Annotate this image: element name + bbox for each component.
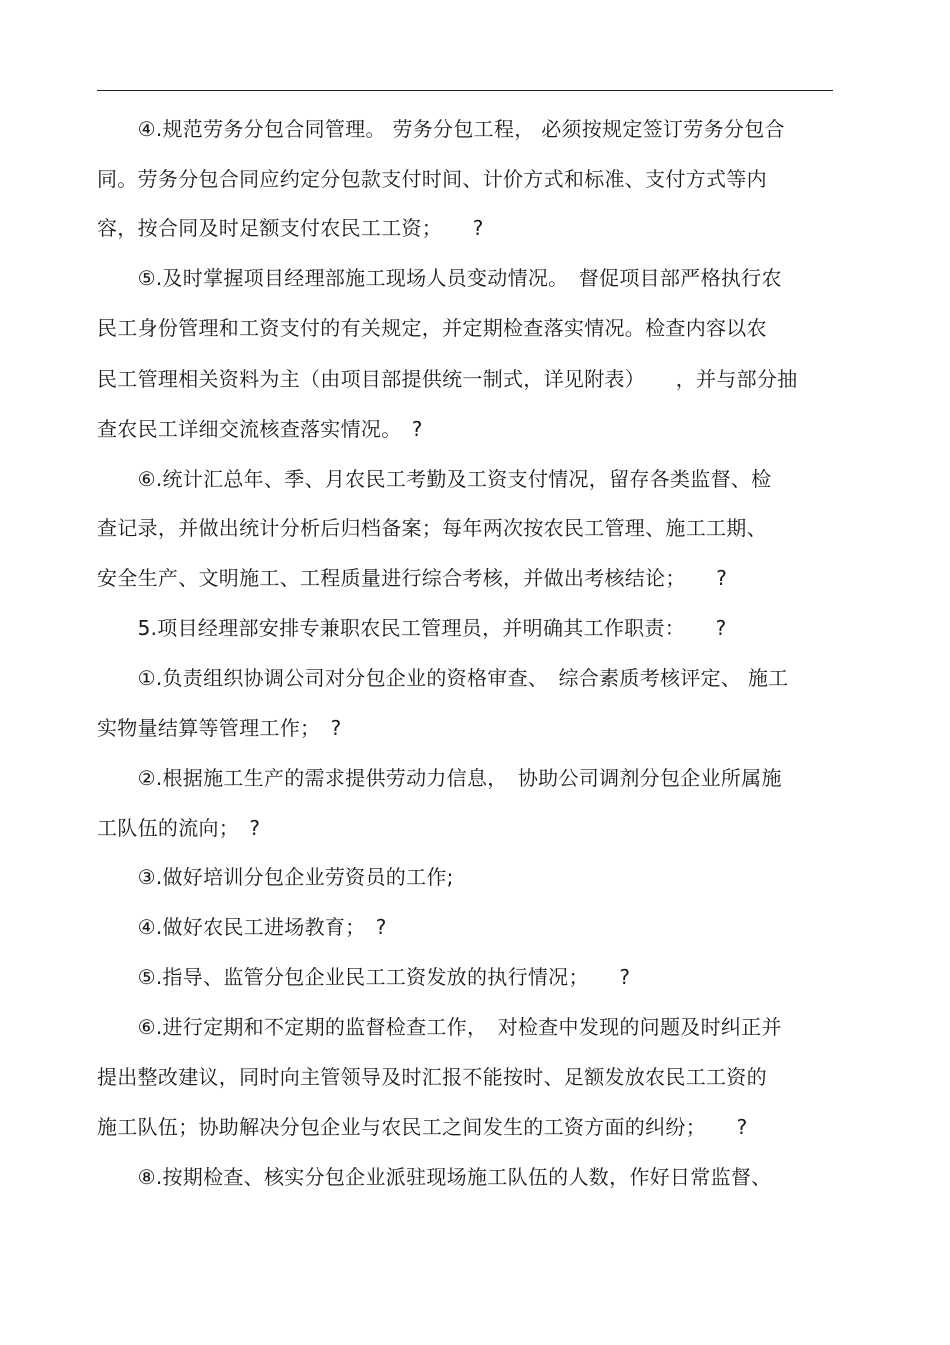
text-line: ⑥.进行定期和不定期的监督检查工作， 对检查中发现的问题及时纠正并	[97, 1015, 782, 1039]
text-line: 施工队伍；协助解决分包企业与农民工之间发生的工资方面的纠纷； ?	[97, 1115, 748, 1139]
text-line: ③.做好培训分包企业劳资员的工作;	[97, 865, 454, 889]
text-line: 5.项目经理部安排专兼职农民工管理员，并明确其工作职责： ?	[97, 616, 727, 640]
text-line: 查记录，并做出统计分析后归档备案；每年两次按农民工管理、施工工期、	[97, 516, 767, 540]
header-rule	[97, 90, 833, 91]
text-line: 同。劳务分包合同应约定分包款支付时间、计价方式和标准、支付方式等内	[97, 167, 767, 191]
text-line: 安全生产、文明施工、工程质量进行综合考核，并做出考核结论； ?	[97, 566, 728, 590]
text-line: 查农民工详细交流核查落实情况。 ?	[97, 417, 423, 441]
text-line: 提出整改建议，同时向主管领导及时汇报不能按时、足额发放农民工工资的	[97, 1065, 767, 1089]
text-line: 工队伍的流向； ?	[97, 816, 261, 840]
text-line: ⑧.按期检查、核实分包企业派驻现场施工队伍的人数，作好日常监督、	[97, 1165, 772, 1189]
text-line: ②.根据施工生产的需求提供劳动力信息， 协助公司调剂分包企业所属施	[97, 766, 782, 790]
text-line: 民工管理相关资料为主（由项目部提供统一制式，详见附表） ，并与部分抽	[97, 367, 798, 391]
text-line: ⑤.指导、监管分包企业民工工资发放的执行情况； ?	[97, 965, 631, 989]
text-line: 容，按合同及时足额支付农民工工资； ?	[97, 216, 484, 240]
text-line: ⑤.及时掌握项目经理部施工现场人员变动情况。 督促项目部严格执行农	[97, 266, 782, 290]
text-line: ④.规范劳务分包合同管理。 劳务分包工程， 必须按规定签订劳务分包合	[97, 117, 785, 141]
text-line: ⑥.统计汇总年、季、月农民工考勤及工资支付情况，留存各类监督、检	[97, 467, 772, 491]
text-line: 民工身份管理和工资支付的有关规定，并定期检查落实情况。检查内容以农	[97, 316, 767, 340]
text-line: ①.负责组织协调公司对分包企业的资格审查、 综合素质考核评定、 施工	[97, 666, 789, 690]
text-line: ④.做好农民工进场教育； ?	[97, 915, 387, 939]
text-line: 实物量结算等管理工作； ?	[97, 716, 342, 740]
